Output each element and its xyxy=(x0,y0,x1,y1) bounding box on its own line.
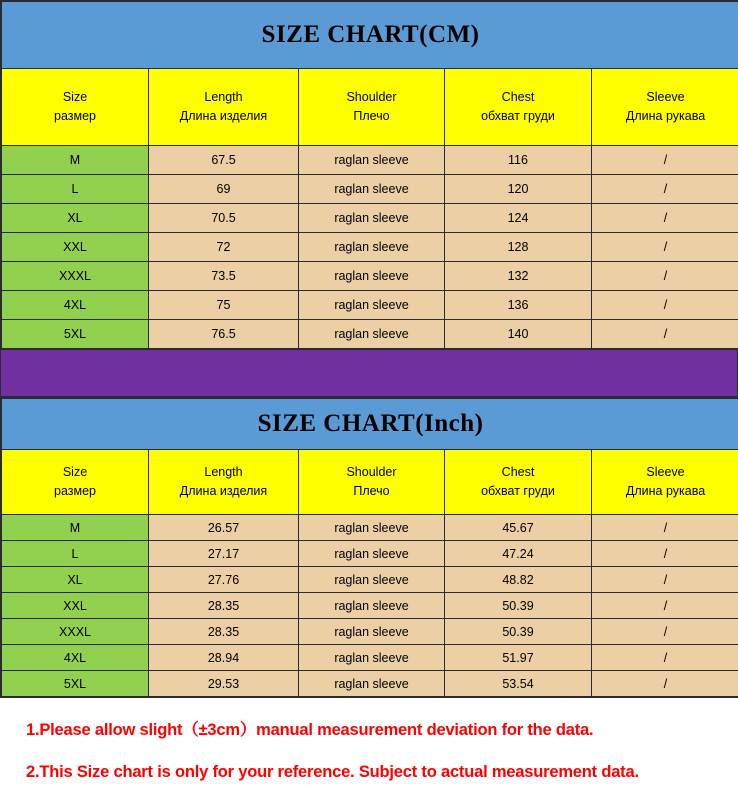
cell-chest: 50.39 xyxy=(445,593,592,619)
cell-sleeve: / xyxy=(592,204,738,233)
table-row xyxy=(2,175,738,204)
table-row xyxy=(2,593,738,619)
cell-shoulder: raglan sleeve xyxy=(299,146,445,175)
column-header-shoulder-en: Shoulder xyxy=(346,465,397,480)
cell-sleeve: / xyxy=(592,262,738,291)
cell-length: 28.35 xyxy=(149,593,299,619)
cell-shoulder: raglan sleeve xyxy=(299,541,445,567)
cell-chest: 51.97 xyxy=(445,645,592,671)
column-header-sleeve-ru: Длина рукава xyxy=(625,109,706,123)
cell-shoulder: raglan sleeve xyxy=(299,291,445,320)
cell-size: 4XL xyxy=(2,291,149,320)
cell-length: 28.94 xyxy=(149,645,299,671)
cell-length: 67.5 xyxy=(149,146,299,175)
column-header-sleeve xyxy=(592,69,738,146)
cell-sleeve: / xyxy=(592,320,738,349)
cell-size: L xyxy=(2,175,149,204)
cell-size: XXXL xyxy=(2,262,149,291)
table-row xyxy=(2,233,738,262)
cm-size-chart xyxy=(0,0,738,350)
cell-sleeve: / xyxy=(592,593,738,619)
cell-length: 73.5 xyxy=(149,262,299,291)
cell-chest: 124 xyxy=(445,204,592,233)
column-header-size-ru: размер xyxy=(54,109,96,123)
cell-sleeve: / xyxy=(592,175,738,204)
cell-chest: 120 xyxy=(445,175,592,204)
column-header-length-ru: Длина изделия xyxy=(179,109,268,123)
note-line-2: 2.This Size chart is only for your reference. Subject to actual measurement data. xyxy=(26,763,639,781)
column-header-sleeve-en: Sleeve xyxy=(646,90,685,105)
cell-chest: 128 xyxy=(445,233,592,262)
cell-chest: 48.82 xyxy=(445,567,592,593)
cell-length: 75 xyxy=(149,291,299,320)
column-header-length xyxy=(149,69,299,146)
cell-shoulder: raglan sleeve xyxy=(299,645,445,671)
table-row xyxy=(2,619,738,645)
column-header-chest-ru: обхват груди xyxy=(481,109,555,123)
cell-size: XXL xyxy=(2,233,149,262)
cell-size: XXL xyxy=(2,593,149,619)
inch-chart-title: SIZE CHART(Inch) xyxy=(2,399,738,450)
cell-length: 27.76 xyxy=(149,567,299,593)
cell-size: M xyxy=(2,146,149,175)
cell-length: 72 xyxy=(149,233,299,262)
inch-size-chart xyxy=(0,397,738,698)
cell-shoulder: raglan sleeve xyxy=(299,593,445,619)
column-header-size-en: Size xyxy=(62,465,88,480)
table-row xyxy=(2,541,738,567)
column-header-sleeve-en: Sleeve xyxy=(646,465,685,480)
column-header-size-en: Size xyxy=(62,90,88,105)
cell-chest: 50.39 xyxy=(445,619,592,645)
column-header-shoulder-en: Shoulder xyxy=(346,90,397,105)
cell-shoulder: raglan sleeve xyxy=(299,320,445,349)
cell-shoulder: raglan sleeve xyxy=(299,515,445,541)
cell-size: XXXL xyxy=(2,619,149,645)
column-header-chest xyxy=(445,450,592,515)
inch-column-header-row xyxy=(2,450,738,515)
cell-length: 27.17 xyxy=(149,541,299,567)
cm-table-head xyxy=(2,2,738,146)
cm-column-header-row xyxy=(2,69,738,146)
cell-size: 4XL xyxy=(2,645,149,671)
cell-sleeve: / xyxy=(592,146,738,175)
column-header-shoulder xyxy=(299,450,445,515)
table-row xyxy=(2,146,738,175)
cell-length: 70.5 xyxy=(149,204,299,233)
cell-shoulder: raglan sleeve xyxy=(299,262,445,291)
column-header-shoulder xyxy=(299,69,445,146)
inch-table xyxy=(1,398,738,697)
cell-chest: 47.24 xyxy=(445,541,592,567)
cell-sleeve: / xyxy=(592,515,738,541)
cell-shoulder: raglan sleeve xyxy=(299,567,445,593)
cm-title-row xyxy=(2,2,738,69)
table-row xyxy=(2,262,738,291)
cell-length: 69 xyxy=(149,175,299,204)
cell-size: L xyxy=(2,541,149,567)
table-row xyxy=(2,204,738,233)
cell-sleeve: / xyxy=(592,291,738,320)
cell-sleeve: / xyxy=(592,541,738,567)
table-row xyxy=(2,515,738,541)
cell-shoulder: raglan sleeve xyxy=(299,671,445,697)
table-row xyxy=(2,671,738,697)
cell-size: XL xyxy=(2,567,149,593)
cm-table-body xyxy=(2,146,738,349)
cell-chest: 132 xyxy=(445,262,592,291)
inch-table-head xyxy=(2,399,738,515)
cell-shoulder: raglan sleeve xyxy=(299,233,445,262)
column-header-size xyxy=(2,450,149,515)
cell-length: 29.53 xyxy=(149,671,299,697)
cell-shoulder: raglan sleeve xyxy=(299,175,445,204)
cell-size: 5XL xyxy=(2,671,149,697)
table-row xyxy=(2,645,738,671)
cm-chart-title: SIZE CHART(CM) xyxy=(2,2,738,69)
cell-sleeve: / xyxy=(592,619,738,645)
cell-chest: 116 xyxy=(445,146,592,175)
column-header-shoulder-ru: Плечо xyxy=(353,109,390,123)
column-header-chest-ru: обхват груди xyxy=(481,484,555,498)
column-header-length-ru: Длина изделия xyxy=(179,484,268,498)
table-row xyxy=(2,291,738,320)
cell-length: 26.57 xyxy=(149,515,299,541)
cell-size: M xyxy=(2,515,149,541)
inch-table-body xyxy=(2,515,738,697)
cell-shoulder: raglan sleeve xyxy=(299,204,445,233)
column-header-size-ru: размер xyxy=(54,484,96,498)
cell-length: 76.5 xyxy=(149,320,299,349)
table-row xyxy=(2,320,738,349)
inch-title-row xyxy=(2,399,738,450)
cell-chest: 53.54 xyxy=(445,671,592,697)
cell-chest: 140 xyxy=(445,320,592,349)
column-header-sleeve-ru: Длина рукава xyxy=(625,484,706,498)
table-row xyxy=(2,567,738,593)
column-header-sleeve xyxy=(592,450,738,515)
column-header-size xyxy=(2,69,149,146)
purple-divider-band xyxy=(0,350,738,397)
cell-sleeve: / xyxy=(592,567,738,593)
note-line-1: 1.Please allow slight（±3cm）manual measurement deviation for the data. xyxy=(26,721,594,739)
cell-shoulder: raglan sleeve xyxy=(299,619,445,645)
column-header-chest-en: Chest xyxy=(501,465,535,480)
column-header-length xyxy=(149,450,299,515)
cell-length: 28.35 xyxy=(149,619,299,645)
column-header-length-en: Length xyxy=(204,90,243,105)
cell-sleeve: / xyxy=(592,233,738,262)
footer-notes xyxy=(0,698,738,782)
column-header-chest-en: Chest xyxy=(501,90,535,105)
cell-chest: 45.67 xyxy=(445,515,592,541)
column-header-chest xyxy=(445,69,592,146)
cell-chest: 136 xyxy=(445,291,592,320)
cell-sleeve: / xyxy=(592,671,738,697)
cell-sleeve: / xyxy=(592,645,738,671)
cm-table xyxy=(1,1,738,349)
column-header-shoulder-ru: Плечо xyxy=(353,484,390,498)
cell-size: 5XL xyxy=(2,320,149,349)
column-header-length-en: Length xyxy=(204,465,243,480)
cell-size: XL xyxy=(2,204,149,233)
